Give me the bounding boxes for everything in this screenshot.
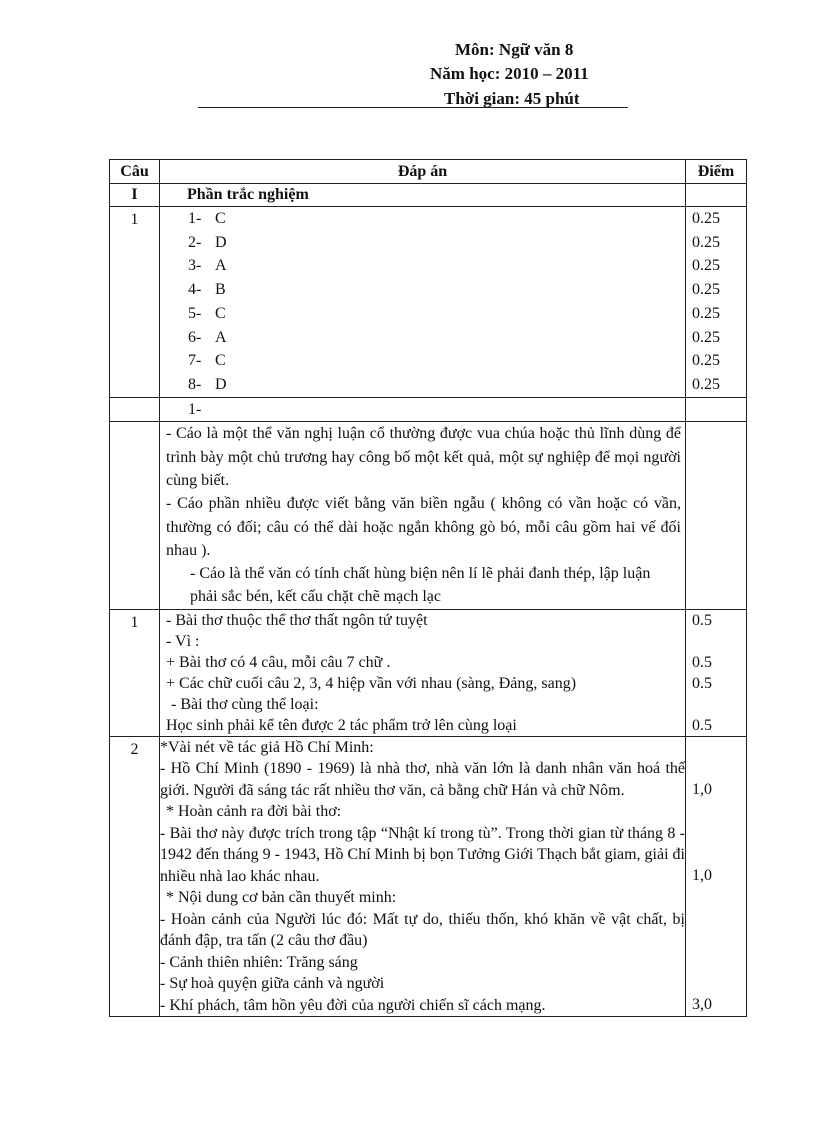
mc-answers [160,207,686,398]
school-year-line: Năm học: 2010 – 2011 [430,64,589,83]
mc-answer: 3- A [188,257,227,275]
score: 0.5 [692,611,712,629]
question-number: 1 [110,609,160,736]
paragraph: - Cáo là một thể văn nghị luận cổ thường được vua chúa hoặc thủ lĩnh dùng để trình bày một chủ trương hay công bố một kết quả, một sự nghiệp để mọi người cùng biết. [166,425,681,489]
mc-answer: 2- D [188,233,227,251]
question-number: 1 [110,207,160,398]
score: 3,0 [692,995,712,1013]
cao-definition [160,422,686,609]
mc-answer: 5- C [188,304,226,322]
score: 0.25 [692,210,720,227]
score: 0.25 [692,352,720,370]
score: 0.25 [692,328,720,346]
table-row [110,207,747,398]
q1-scores [686,609,747,736]
q1-answer: - Bài thơ thuộc thể thơ thất ngôn tứ tuyệt - Vì : + Bài thơ có 4 câu, mỗi câu 7 chữ . + Các chữ cuối câu 2, 3, 4 hiệp vần với nhau (sàng, Đảng, sang) - Bài thơ cùng thể loại: Học sinh phải kể tên được 2 tác phẩm trở lên cùng loại [160,609,686,736]
score: 1,0 [692,866,712,884]
table-row [110,609,747,736]
table-row [110,397,747,422]
table-row [110,736,747,1017]
mc-answer: 6- A [188,328,227,346]
paragraph: - Cáo là thể văn có tính chất hùng biện nên lí lẽ phải đanh thép, lập luận phải sắc bén, kết cấu chặt chẽ mạch lạc [190,565,651,606]
score: 0.25 [692,304,720,322]
table-header-row [110,160,747,184]
score: 0.25 [692,281,720,299]
mc-answer: 8- D [188,375,227,393]
score: 0.5 [692,653,712,671]
score: 0.25 [692,257,720,275]
score: 0.25 [692,233,720,251]
score: 0.25 [692,375,720,393]
score: 1,0 [692,780,712,798]
section-title: Phần trắc nghiệm [160,184,686,207]
paragraph: - Cáo phần nhiều được viết bằng văn biền ngẫu ( không có vần hoặc có vần, thường có đối; câu có thể dài hoặc ngắn không gò bó, mỗi câu gồm hai vế đối nhau ). [166,495,681,559]
answer-table [109,159,747,1017]
mc-scores [686,207,747,398]
header-dap-an: Đáp án [160,160,686,184]
section-row [110,184,747,207]
header-rule [198,107,628,108]
header-cau: Câu [110,160,160,184]
score: 0.5 [692,716,712,734]
q2-answer: *Vài nét về tác giả Hồ Chí Minh: - Hồ Chí Minh (1890 - 1969) là nhà thơ, nhà văn lớn là danh nhân văn hoá thế giới. Người đã sáng tác rất nhiều thơ văn, cả bằng chữ Hán và chữ Nôm. * Hoàn cảnh ra đời bài thơ: - Bài thơ này được trích trong tập “Nhật kí trong tù”. Trong thời gian từ tháng 8 - 1942 đến tháng 9 - 1943, Hồ Chí Minh bị bọn Tưởng Giới Thạch bắt giam, giải đi nhiều nhà lao khác nhau. * Nội dung cơ bản cần thuyết minh: - Hoàn cảnh của Người lúc đó: Mất tự do, thiếu thốn, khó khăn về vật chất, bị đánh đập, tra tấn (2 câu thơ đầu) - Cảnh thiên nhiên: Trăng sáng - Sự hoà quyện giữa cảnh và người - Khí phách, tâm hồn yêu đời của người chiến sĩ cách mạng. [160,736,686,1017]
table-row [110,422,747,609]
extra-item-number: 1- [188,400,202,418]
subject-line: Môn: Ngữ văn 8 [455,40,574,59]
section-number: I [110,184,160,207]
mc-answer: 1- C [188,210,226,227]
header-diem: Điểm [686,160,747,184]
question-number: 2 [110,736,160,1017]
mc-answer: 4- B [188,281,226,299]
score: 0.5 [692,674,712,692]
q2-scores [686,736,747,1017]
time-line: Thời gian: 45 phút [444,89,580,108]
mc-answer: 7- C [188,352,226,370]
